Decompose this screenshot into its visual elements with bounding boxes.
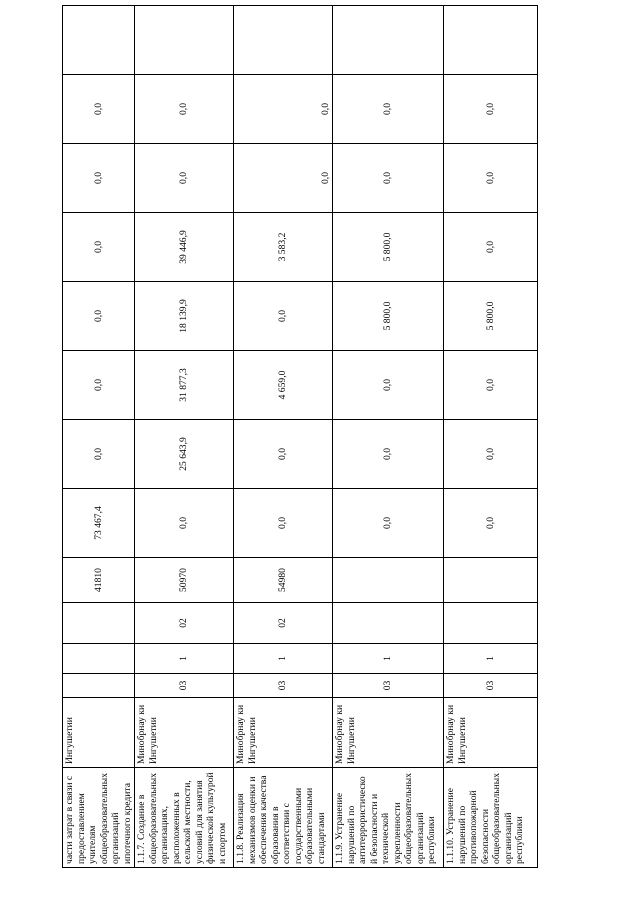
value-cell: 4 659,0 xyxy=(234,351,333,420)
value-cell: 0,0 xyxy=(135,75,234,144)
table-row xyxy=(444,6,538,868)
code-cell-4: 50970 xyxy=(135,558,234,603)
measure-name-cell: части затрат в связи с предоставлением учителям общеобразовательных организаций ипотечного кредита xyxy=(63,768,135,868)
code-cell-3: 02 xyxy=(234,603,333,644)
value-cell: 0,0 xyxy=(234,489,333,558)
table-row xyxy=(234,6,333,868)
value-cell: 0,0 xyxy=(63,282,135,351)
organization-cell: Минобрнау ки Ингушетии xyxy=(234,698,333,768)
measure-name-cell: 1.1.9. Устранение нарушений по антитеррористическо й безопасности и технической укрепленности общеобразовательных организаций республики xyxy=(333,768,444,868)
code-cell-3: 02 xyxy=(135,603,234,644)
code-cell-3 xyxy=(333,603,444,644)
value-cell: 25 643,9 xyxy=(135,420,234,489)
code-cell-4: 54980 xyxy=(234,558,333,603)
rotated-table-wrapper xyxy=(62,14,534,868)
code-cell-4 xyxy=(444,558,538,603)
value-cell: 0,0 xyxy=(333,144,444,213)
value-cell: 0,0 xyxy=(234,282,333,351)
value-cell: 0,0 xyxy=(444,213,538,282)
value-cell: 5 800,0 xyxy=(333,282,444,351)
value-cell: 0,0 xyxy=(444,351,538,420)
measure-name-cell: 1.1.10. Устранение нарушений по противопожарной безопасности общеобразовательных организаций республики xyxy=(444,768,538,868)
code-cell-1: 03 xyxy=(444,674,538,698)
code-cell-1: 03 xyxy=(333,674,444,698)
code-cell-4: 41810 xyxy=(63,558,135,603)
value-cell: 0,0 xyxy=(234,144,333,213)
value-cell: 5 800,0 xyxy=(333,213,444,282)
value-cell: 0,0 xyxy=(333,420,444,489)
table-row xyxy=(63,6,135,868)
code-cell-2: 1 xyxy=(444,644,538,674)
value-cell: 0,0 xyxy=(135,144,234,213)
value-cell: 0,0 xyxy=(234,420,333,489)
code-cell-1: 03 xyxy=(135,674,234,698)
value-cell: 0,0 xyxy=(234,75,333,144)
code-cell-1: 03 xyxy=(234,674,333,698)
value-cell: 5 800,0 xyxy=(444,282,538,351)
value-cell: 0,0 xyxy=(135,489,234,558)
value-cell: 0,0 xyxy=(63,420,135,489)
value-cell: 0,0 xyxy=(63,75,135,144)
value-cell: 18 139,9 xyxy=(135,282,234,351)
empty-cell xyxy=(333,6,444,75)
code-cell-1 xyxy=(63,674,135,698)
empty-cell xyxy=(234,6,333,75)
budget-table xyxy=(62,5,538,868)
value-cell: 0,0 xyxy=(333,351,444,420)
value-cell: 0,0 xyxy=(444,75,538,144)
measure-name-cell: 1.1.7. Создание в общеобразовательных организациях, расположенных в сельской местности, условий для занятия физической культурой и спортом xyxy=(135,768,234,868)
code-cell-2: 1 xyxy=(333,644,444,674)
table-row xyxy=(333,6,444,868)
value-cell: 73 467,4 xyxy=(63,489,135,558)
empty-cell xyxy=(63,6,135,75)
value-cell: 0,0 xyxy=(63,213,135,282)
code-cell-3 xyxy=(63,603,135,644)
code-cell-2: 1 xyxy=(234,644,333,674)
table-row xyxy=(135,6,234,868)
code-cell-2 xyxy=(63,644,135,674)
value-cell: 0,0 xyxy=(333,489,444,558)
value-cell: 0,0 xyxy=(63,351,135,420)
value-cell: 0,0 xyxy=(444,144,538,213)
value-cell: 3 583,2 xyxy=(234,213,333,282)
organization-cell: Минобрнау ки Ингушетии xyxy=(135,698,234,768)
organization-cell: Минобрнау ки Ингушетии xyxy=(333,698,444,768)
value-cell: 0,0 xyxy=(63,144,135,213)
empty-cell xyxy=(135,6,234,75)
code-cell-4 xyxy=(333,558,444,603)
organization-cell: Минобрнау ки Ингушетии xyxy=(444,698,538,768)
value-cell: 0,0 xyxy=(444,420,538,489)
value-cell: 0,0 xyxy=(333,75,444,144)
code-cell-3 xyxy=(444,603,538,644)
empty-cell xyxy=(444,6,538,75)
value-cell: 31 877,3 xyxy=(135,351,234,420)
measure-name-cell: 1.1.8. Реализация механизмов оценки и обеспечения качества образования в соответствии с государственными образовательными стандартами xyxy=(234,768,333,868)
value-cell: 0,0 xyxy=(444,489,538,558)
organization-cell: Ингушетии xyxy=(63,698,135,768)
code-cell-2: 1 xyxy=(135,644,234,674)
value-cell: 39 446,9 xyxy=(135,213,234,282)
